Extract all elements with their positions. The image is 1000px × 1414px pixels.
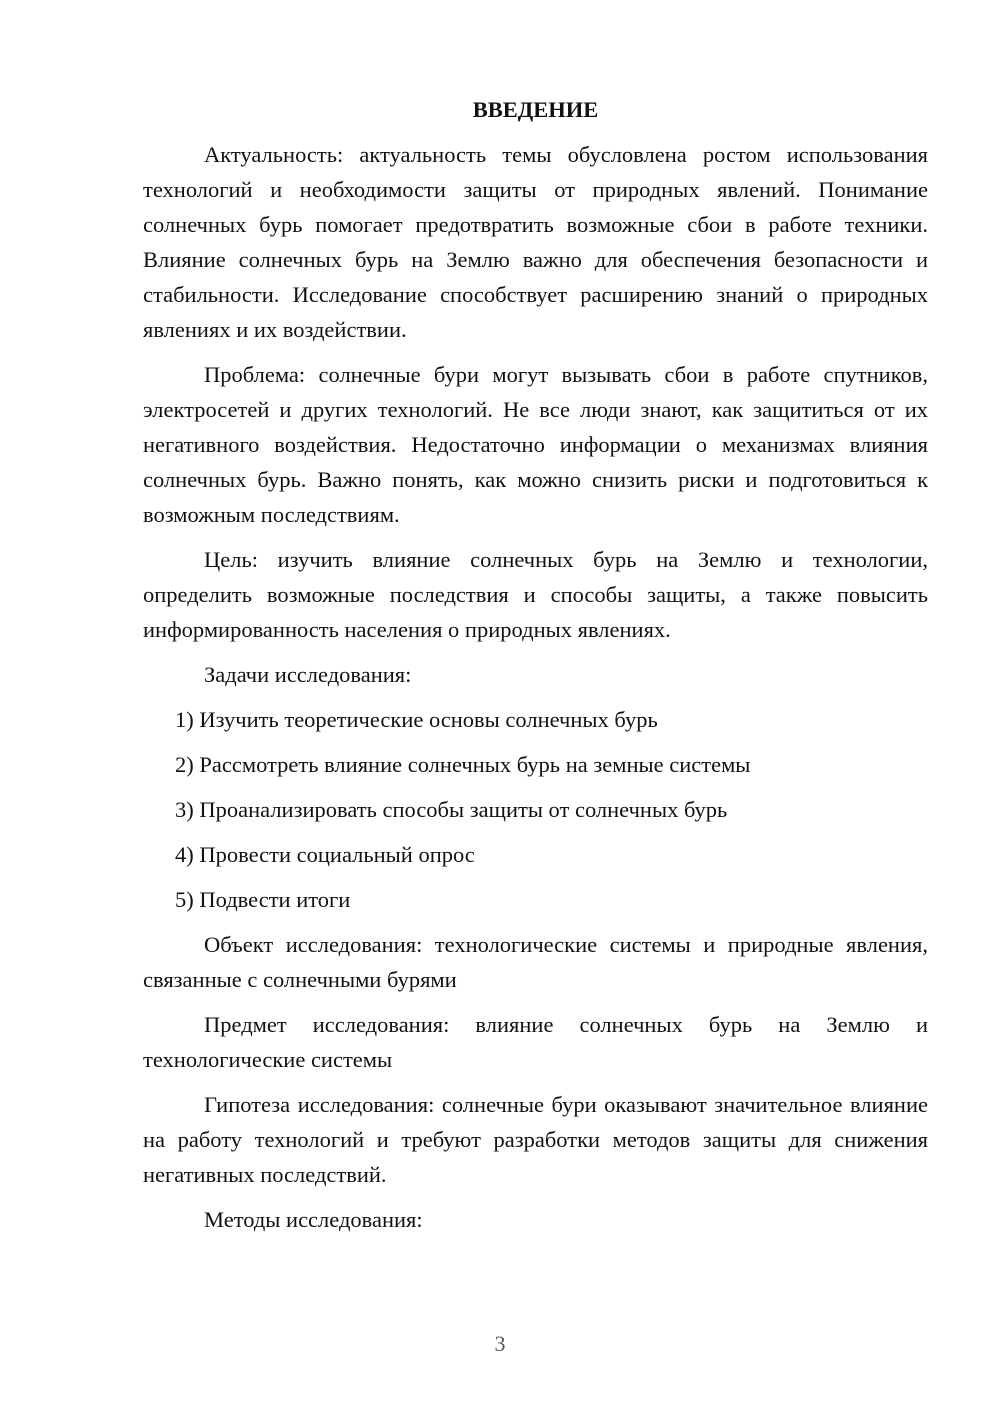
paragraph-subject: Предмет исследования: влияние солнечных бурь на Землю и технологические системы (143, 1012, 928, 1072)
paragraph-object: Объект исследования: технологические системы и природные явления, связанные с солнечными бурями (143, 932, 928, 992)
list-item: 5) Подвести итоги (175, 887, 351, 912)
methods-heading: Методы исследования: (204, 1207, 423, 1232)
paragraph-problem: Проблема: солнечные бури могут вызывать сбои в работе спутников, электросетей и других технологий. Не все люди знают, как защититься от их негативного воздействия. Недостаточно информации о механизмах влияния солнечных бурь. Важно понять, как можно снизить риски и подготовиться к возможным последствиям. (143, 362, 928, 527)
tasks-heading: Задачи исследования: (204, 662, 412, 687)
tasks-list (143, 702, 928, 917)
list-item: 2) Рассмотреть влияние солнечных бурь на земные системы (175, 752, 751, 777)
page-content (143, 92, 928, 1247)
list-item: 1) Изучить теоретические основы солнечных бурь (175, 707, 658, 732)
paragraph-relevance: Актуальность: актуальность темы обусловлена ростом использования технологий и необходимости защиты от природных явлений. Понимание солнечных бурь помогает предотвратить возможные сбои в работе техники. Влияние солнечных бурь на Землю важно для обеспечения безопасности и стабильности. Исследование способствует расширению знаний о природных явлениях и их воздействии. (143, 142, 928, 342)
page-title: ВВЕДЕНИЕ (472, 97, 599, 122)
paragraph-hypothesis: Гипотеза исследования: солнечные бури оказывают значительное влияние на работу технологий и требуют разработки методов защиты для снижения негативных последствий. (143, 1092, 928, 1187)
list-item: 4) Провести социальный опрос (175, 842, 475, 867)
page-number: 3 (494, 1331, 506, 1356)
paragraph-goal: Цель: изучить влияние солнечных бурь на Землю и технологии, определить возможные последствия и способы защиты, а также повысить информированность населения о природных явлениях. (143, 547, 928, 642)
list-item: 3) Проанализировать способы защиты от солнечных бурь (175, 797, 728, 822)
